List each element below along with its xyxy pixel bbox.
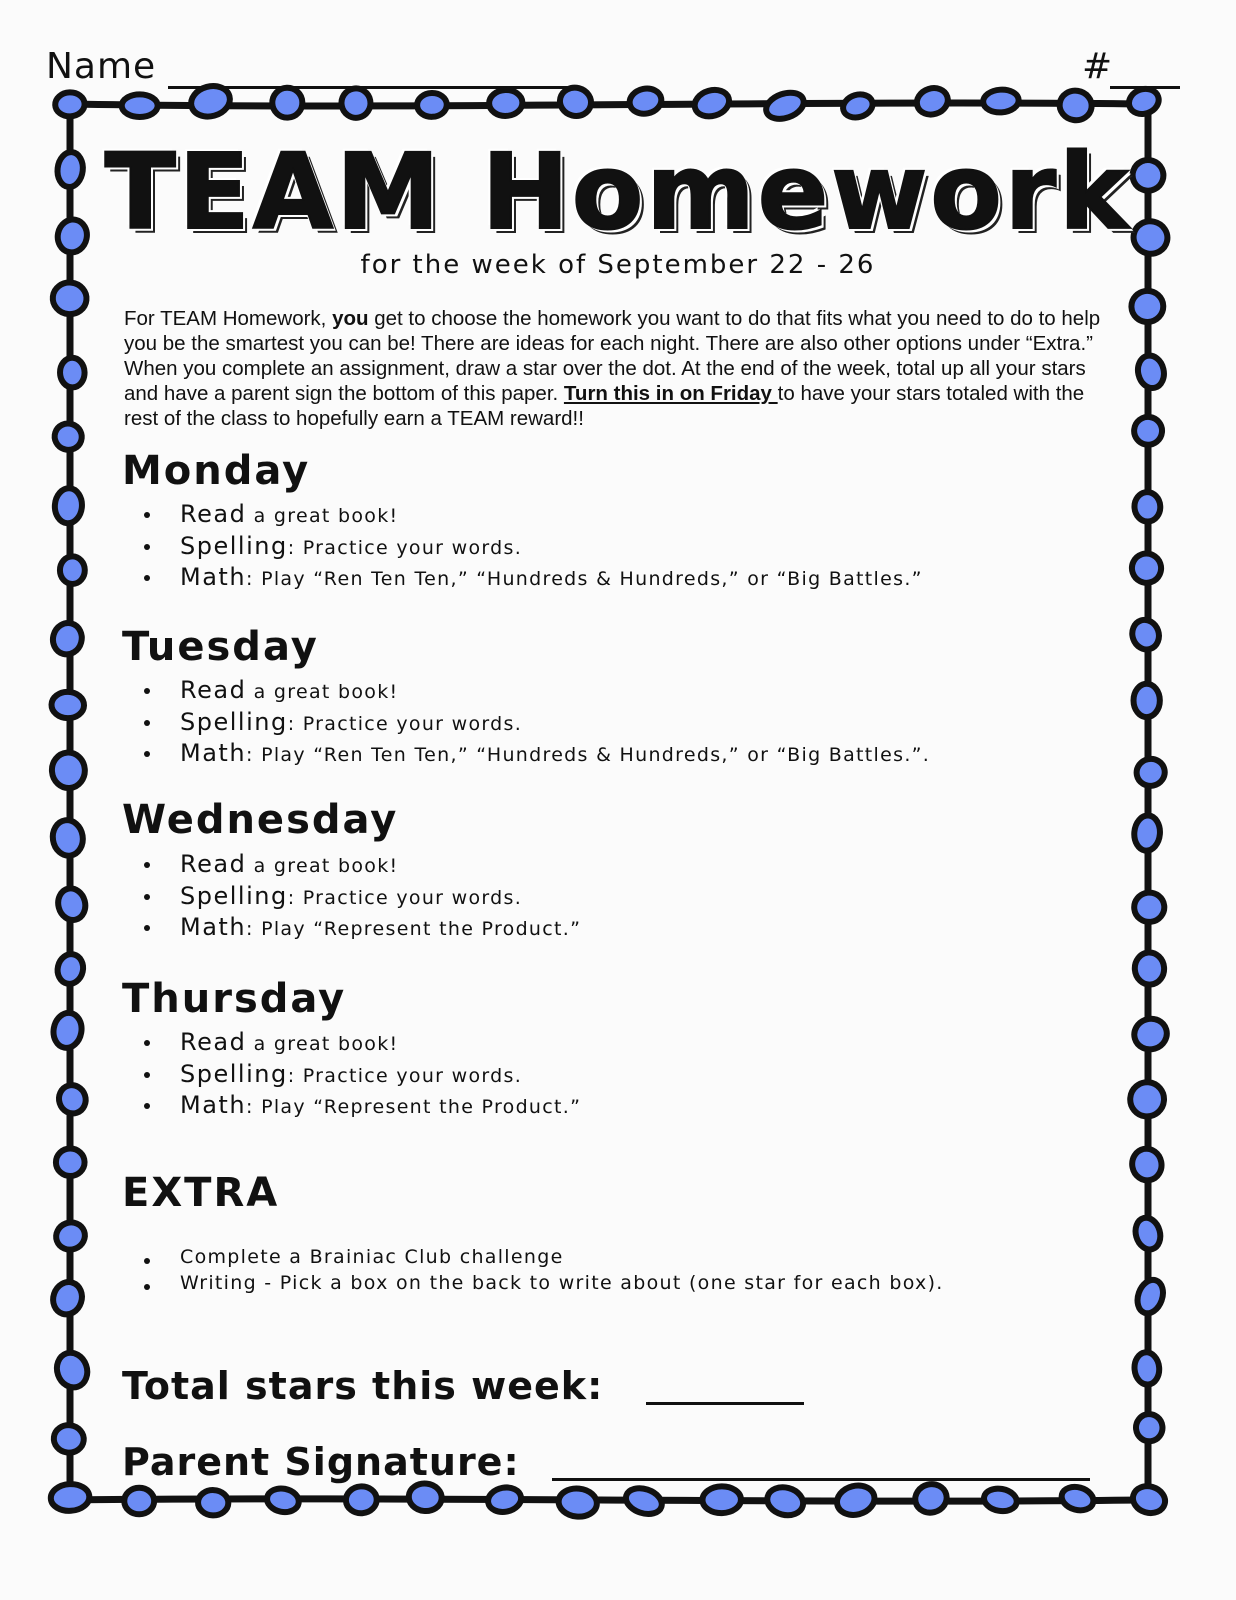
border-dot — [345, 1485, 378, 1514]
border-dot — [1133, 415, 1164, 446]
border-dot — [60, 357, 85, 387]
day-heading-tuesday: Tuesday — [122, 624, 319, 670]
intro-you: you — [332, 307, 369, 330]
day-heading-thursday: Thursday — [122, 976, 347, 1022]
border-dot — [840, 91, 875, 121]
name-field[interactable] — [168, 86, 572, 89]
border-dot — [1133, 814, 1161, 851]
border-dot — [1058, 88, 1094, 122]
parent-signature-label: Parent Signature: — [122, 1440, 520, 1484]
border-dot — [55, 1082, 89, 1117]
task-item: Math: Play “Represent the Product.” — [140, 913, 581, 945]
wednesday-task-list — [140, 850, 581, 945]
border-dot — [339, 86, 373, 120]
border-dot — [198, 1490, 229, 1516]
border-dot — [1132, 1215, 1164, 1253]
thursday-task-list — [140, 1028, 581, 1123]
day-heading-monday: Monday — [122, 448, 311, 494]
task-item: Spelling: Practice your words. — [140, 1060, 581, 1092]
border-dot — [982, 88, 1019, 113]
border-dot — [1131, 290, 1164, 322]
task-item: Read a great book! — [140, 500, 923, 532]
border-dot — [1134, 756, 1167, 788]
border-dot — [52, 1423, 85, 1454]
border-dot — [1130, 1482, 1169, 1516]
border-dot — [1135, 353, 1167, 391]
border-dot — [60, 556, 85, 584]
border-dot — [1129, 1081, 1165, 1118]
border-dot — [702, 1486, 741, 1514]
number-field[interactable] — [1110, 86, 1180, 89]
day-heading-wednesday: Wednesday — [122, 797, 399, 843]
border-dot — [1059, 1483, 1096, 1513]
border-dot — [1134, 491, 1161, 522]
extra-item: Writing - Pick a box on the back to write about (one star for each box). — [140, 1272, 944, 1298]
border-dot — [764, 1483, 806, 1519]
border-dot — [627, 86, 663, 117]
border-dot — [982, 1486, 1018, 1514]
border-dot — [52, 1218, 88, 1253]
number-label: # — [1082, 46, 1113, 87]
intro-text-3: to have your stars totaled with the rest of the class to hopefully earn a TEAM reward!! — [124, 382, 1085, 430]
task-item: Math: Play “Represent the Product.” — [140, 1091, 581, 1123]
border-dot — [122, 94, 158, 117]
border-dot — [417, 93, 447, 118]
parent-signature-field[interactable] — [552, 1478, 1090, 1481]
border-dot — [55, 952, 86, 987]
border-dot — [49, 620, 85, 658]
border-dot — [914, 84, 952, 118]
border-dot — [55, 92, 85, 117]
border-dot — [834, 1482, 878, 1519]
border-dot — [623, 1484, 666, 1518]
tuesday-task-list — [140, 676, 930, 771]
intro-turn-in: Turn this in on Friday — [563, 382, 778, 405]
task-item: Math: Play “Ren Ten Ten,” “Hundreds & Hundreds,” or “Big Battles.”. — [140, 739, 930, 771]
border-dot — [265, 1486, 301, 1515]
border-dot — [51, 281, 88, 316]
border-dot — [1126, 85, 1163, 118]
border-dot — [1128, 616, 1162, 653]
task-item: Read a great book! — [140, 1028, 581, 1060]
border-dot — [1133, 1276, 1167, 1317]
border-dot — [50, 1483, 90, 1512]
task-item: Spelling: Practice your words. — [140, 708, 930, 740]
total-stars-label: Total stars this week: — [122, 1364, 604, 1408]
border-dot — [56, 1148, 85, 1176]
task-item: Spelling: Practice your words. — [140, 882, 581, 914]
extra-item: Complete a Brainiac Club challenge — [140, 1246, 944, 1272]
intro-text-2: get to choose the homework you want to do that fits what you need to do to help you be the smartest you can be! There are ideas for each night. There are also other options under “Extra.” When you complete an assignment, draw a star over the dot. At the end of the week, total up all your stars and have a parent sign the bottom of this paper. — [124, 307, 1101, 405]
border-dot — [691, 86, 732, 120]
border-dot — [51, 1011, 85, 1051]
border-dot — [1131, 1015, 1171, 1053]
border-dot — [407, 1482, 443, 1513]
border-dot — [1128, 550, 1165, 587]
border-dot — [124, 1488, 154, 1515]
border-dot — [54, 487, 83, 524]
extra-heading: EXTRA — [122, 1170, 280, 1216]
border-dot — [52, 1349, 92, 1392]
border-dot — [51, 751, 87, 789]
border-dot — [1133, 1351, 1160, 1385]
week-subtitle: for the week of September 22 - 26 — [360, 250, 876, 280]
border-dot — [272, 87, 303, 118]
intro-text-1: For TEAM Homework, — [124, 307, 333, 330]
instructions-paragraph — [124, 306, 1124, 431]
border-dot — [51, 420, 85, 453]
name-label: Name — [46, 46, 157, 87]
border-dot — [486, 1485, 523, 1515]
monday-task-list — [140, 500, 923, 595]
total-stars-field[interactable] — [646, 1402, 804, 1405]
border-dot — [50, 818, 85, 858]
border-dot — [557, 1487, 598, 1519]
border-dot — [1129, 1146, 1164, 1183]
page-title: TEAM Homework — [104, 131, 1132, 253]
border-dot — [489, 89, 523, 116]
border-dot — [1133, 684, 1160, 717]
border-dot — [55, 885, 89, 923]
border-dot — [1134, 951, 1166, 985]
extra-list — [140, 1246, 944, 1298]
task-item: Spelling: Practice your words. — [140, 532, 923, 564]
border-dot — [557, 84, 594, 119]
border-dot — [51, 691, 84, 718]
task-item: Read a great book! — [140, 850, 581, 882]
task-item: Math: Play “Ren Ten Ten,” “Hundreds & Hundreds,” or “Big Battles.” — [140, 563, 923, 595]
task-item: Read a great book! — [140, 676, 930, 708]
border-dot — [1134, 1413, 1164, 1443]
border-dot — [49, 1278, 86, 1318]
border-dot — [1133, 891, 1166, 924]
border-dot — [763, 88, 807, 123]
border-dot — [912, 1481, 950, 1516]
